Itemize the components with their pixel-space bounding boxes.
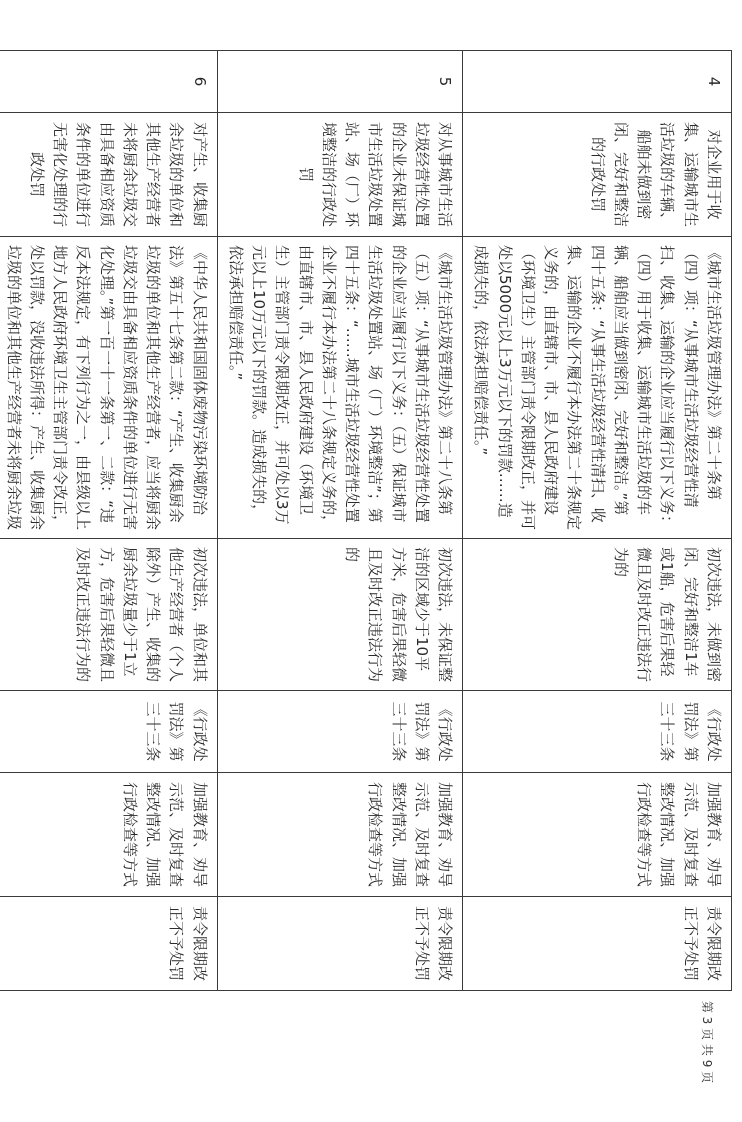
penalty-standard: 责令限期改正不予处罚 [0,897,217,991]
measures: 加强教育、劝导示范、及时复查整改情况、加强行政检查等方式 [0,773,217,897]
law-reference: 《行政处罚法》第三十三条 [463,691,732,773]
measures: 加强教育、劝导示范、及时复查整改情况、加强行政检查等方式 [463,773,732,897]
penalty-table [0,50,732,991]
item-name: 对企业用于收集、运输城市生活垃圾的车辆、船舶未做到密闭、完好和整洁的行政处罚 [463,113,732,237]
row-number: 5 [217,51,463,113]
row-number: 4 [463,51,732,113]
table-row [217,51,463,991]
penalty-standard: 责令限期改正不予处罚 [463,897,732,991]
table-row [463,51,732,991]
item-name: 对从事城市生活垃圾经营性处置的企业未保证城市生活垃圾处置站、场（厂）环境整洁的行政处罚 [217,113,463,237]
item-name: 对产生、收集厨余垃圾的单位和其他生产经营者未将厨余垃圾交由具备相应资质条件的单位进行无害化处理的行政处罚 [0,113,217,237]
law-reference: 《行政处罚法》第三十三条 [0,691,217,773]
row-number: 6 [0,51,217,113]
legal-basis: 《中华人民共和国固体废物污染环境防治法》第五十七条第二款：“产生、收集厨余垃圾的单位和其他生产经营者，应当将厨余垃圾交由具备相应资质条件的单位进行无害化处理。”第一百一十一条第一、二款：“违反本法规定，有下列行为之一，由县级以上地方人民政府环境卫生主管部门责令改正，处以罚款，没收违法所得：产生、收集厨余垃圾的单位和其他生产经营者未将厨余垃圾 [0,237,217,539]
violation-situation: 初次违法，未保证整洁的区域少于10平方米，危害后果轻微且及时改正违法行为的 [217,539,463,691]
legal-basis: 《城市生活垃圾管理办法》第二十条第（四）项：“从事城市生活垃圾经营性清扫、收集、运输的企业应当履行以下义务：（四）用于收集、运输城市生活垃圾的车辆、船舶应当做到密闭、完好和整洁。”第四十五条：“从事生活垃圾经营性清扫、收集、运输的企业不履行本办法第二十条规定义务的，由直辖市、市、县人民政府建设（环境卫生）主管部门责令限期改正，并可处以5000元以上3万元以下的罚款……造成损失的，依法承担赔偿责任。” [463,237,732,539]
penalty-standard: 责令限期改正不予处罚 [217,897,463,991]
table-row [0,51,217,991]
legal-basis: 《城市生活垃圾管理办法》第二十八条第（五）项：“从事城市生活垃圾经营性处置的企业应当履行以下义务：（五）保证城市生活垃圾处置站、场（厂）环境整洁”；第四十五条：“……城市生活垃圾经营性处置企业不履行本办法第二十八条规定义务的，由直辖市、市、县人民政府建设（环境卫生）主管部门责令限期改正，并可处以3万元以上10万元以下的罚款。造成损失的，依法承担赔偿责任。” [217,237,463,539]
violation-situation: 初次违法，单位和其他生产经营者（个人除外）产生、收集的厨余垃圾量少于1立方，危害后果轻微且及时改正违法行为的 [0,539,217,691]
rotated-table-wrapper [4,50,732,990]
law-reference: 《行政处罚法》第三十三条 [217,691,463,773]
measures: 加强教育、劝导示范、及时复查整改情况、加强行政检查等方式 [217,773,463,897]
page-footer: 第 3 页 共 9 页 [700,1000,714,1084]
violation-situation: 初次违法，未做到密闭、完好和整洁1车或1船，危害后果轻微且及时改正违法行为的 [463,539,732,691]
